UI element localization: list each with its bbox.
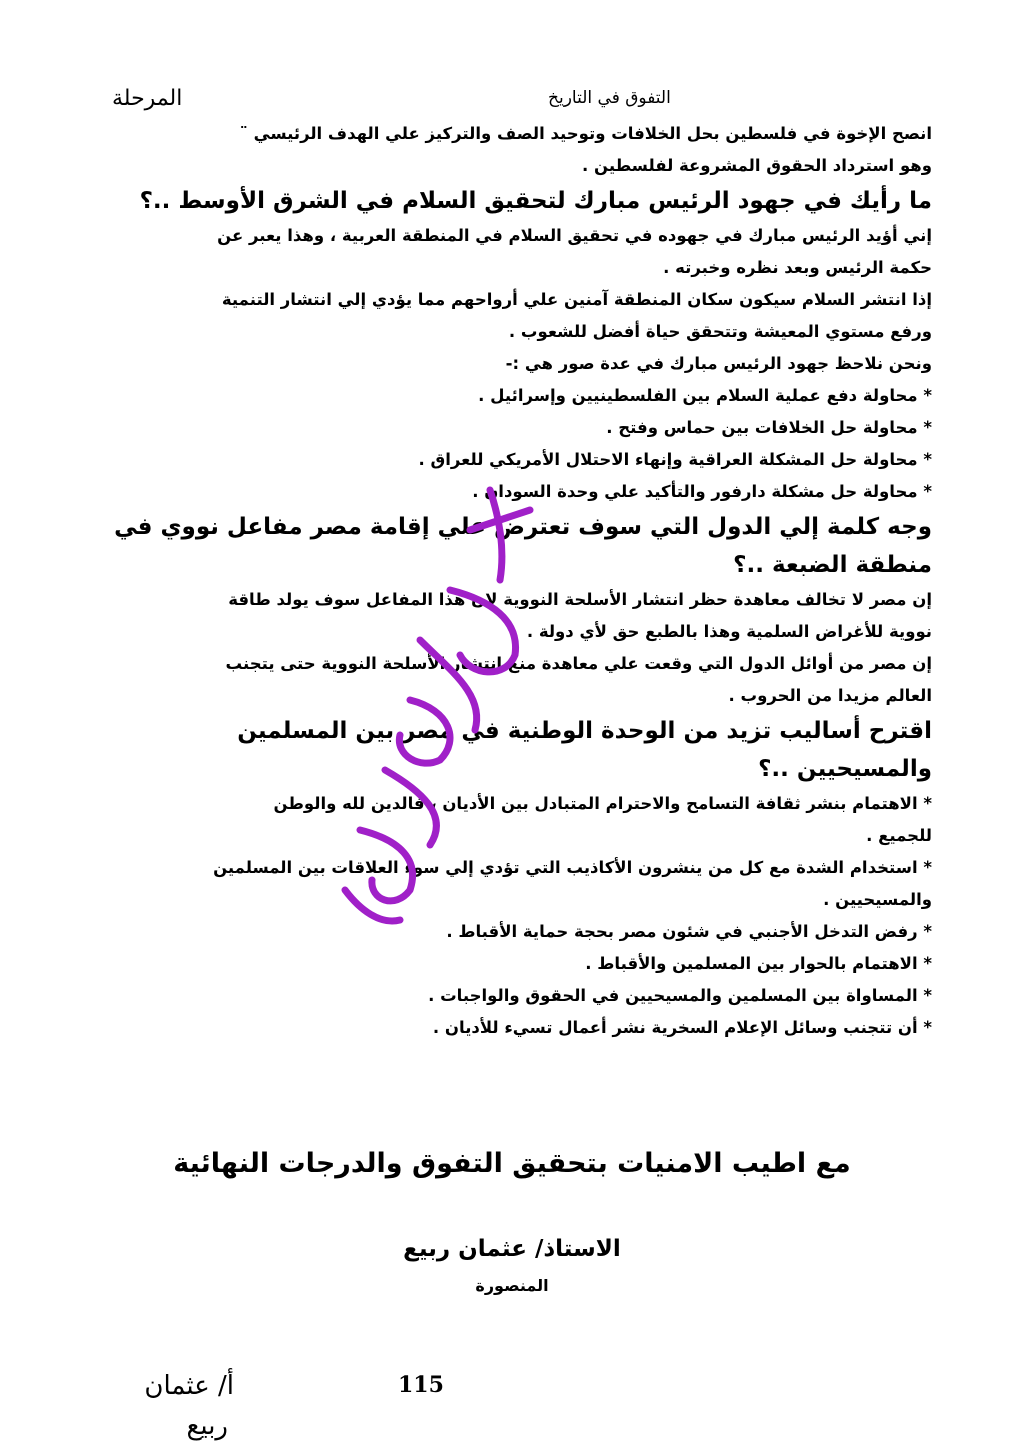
text-line: * رفض التدخل الأجنبي في شئون مصر بحجة حماية الأقباط . [446,922,932,941]
closing-wishes: مع اطيب الامنيات بتحقيق التفوق والدرجات النهائية [173,1148,851,1179]
footer-signature [104,1366,234,1446]
text-line: والمسيحيين . [823,890,932,909]
question-line: اقترح أساليب تزيد من الوحدة الوطنية في مصر بين المسلمين [237,718,932,744]
text-line: للجميع . [866,826,932,845]
city-name: المنصورة [475,1276,549,1295]
text-line: إن مصر لا تخالف معاهدة حظر انتشار الأسلحة النووية لان هذا المفاعل سوف يولد طاقة [228,590,932,609]
question-line: والمسيحيين ..؟ [758,756,932,782]
text-line: نووية للأغراض السلمية وهذا بالطبع حق لأي دولة . [526,622,932,641]
question-line: ما رأيك في جهود الرئيس مبارك لتحقيق السلام في الشرق الأوسط ..؟ [139,188,932,214]
question-line: وجه كلمة إلي الدول التي سوف تعترض علي إقامة مصر مفاعل نووي في [114,514,932,540]
text-line: * محاولة حل مشكلة دارفور والتأكيد علي وحدة السودان . [472,482,932,501]
footer-signature-line1: أ/ عثمان [144,1371,234,1401]
text-line: إذا انتشر السلام سيكون سكان المنطقة آمنين علي أرواحهم مما يؤدي إلي انتشار التنمية [221,290,932,309]
header-stage: المرحلة [112,86,183,111]
text-line: إن مصر من أوائل الدول التي وقعت علي معاهدة منع انتشار الأسلحة النووية حتى يتجنب [225,654,932,673]
footer-signature-line2: ربيع [186,1411,228,1441]
text-line: ونحن نلاحظ جهود الرئيس مبارك في عدة صور هي :- [505,354,932,373]
text-line: ورفع مستوي المعيشة وتتحقق حياة أفضل للشعوب . [508,322,932,341]
text-line: إني أؤيد الرئيس مبارك في جهوده في تحقيق السلام في المنطقة العربية ، وهذا يعبر عن [217,226,932,245]
text-line: * المساواة بين المسلمين والمسيحيين في الحقوق والواجبات . [428,986,932,1005]
text-line: * محاولة حل الخلافات بين حماس وفتح . [606,418,932,437]
teacher-name: الاستاذ/ عثمان ربيع [403,1236,621,1262]
header-subject: التفوق في التاريخ [548,88,671,108]
page-number: 115 [398,1372,444,1398]
text-line: حكمة الرئيس وبعد نظره وخبرته . [663,258,932,277]
text-line: انصح الإخوة في فلسطين بحل الخلافات وتوحيد الصف والتركيز علي الهدف الرئيسي ¨ [239,124,932,143]
text-line: العالم مزيدا من الحروب . [728,686,932,705]
text-line: وهو استرداد الحقوق المشروعة لفلسطين . [582,156,932,175]
text-line: * محاولة حل المشكلة العراقية وإنهاء الاحتلال الأمريكي للعراق . [418,450,932,469]
text-line: * الاهتمام بالحوار بين المسلمين والأقباط . [585,954,932,973]
text-line: * أن تتجنب وسائل الإعلام السخرية نشر أعمال تسيء للأديان . [432,1018,932,1037]
text-line: * الاهتمام بنشر ثقافة التسامح والاحترام المتبادل بين الأديان ، فالدين لله والوطن [273,794,932,813]
text-line: * استخدام الشدة مع كل من ينشرون الأكاذيب التي تؤدي إلي سوء العلاقات بين المسلمين [213,858,932,877]
text-line: * محاولة دفع عملية السلام بين الفلسطينيين وإسرائيل . [478,386,932,405]
question-line: منطقة الضبعة ..؟ [733,552,932,578]
handwritten-watermark [300,470,560,940]
